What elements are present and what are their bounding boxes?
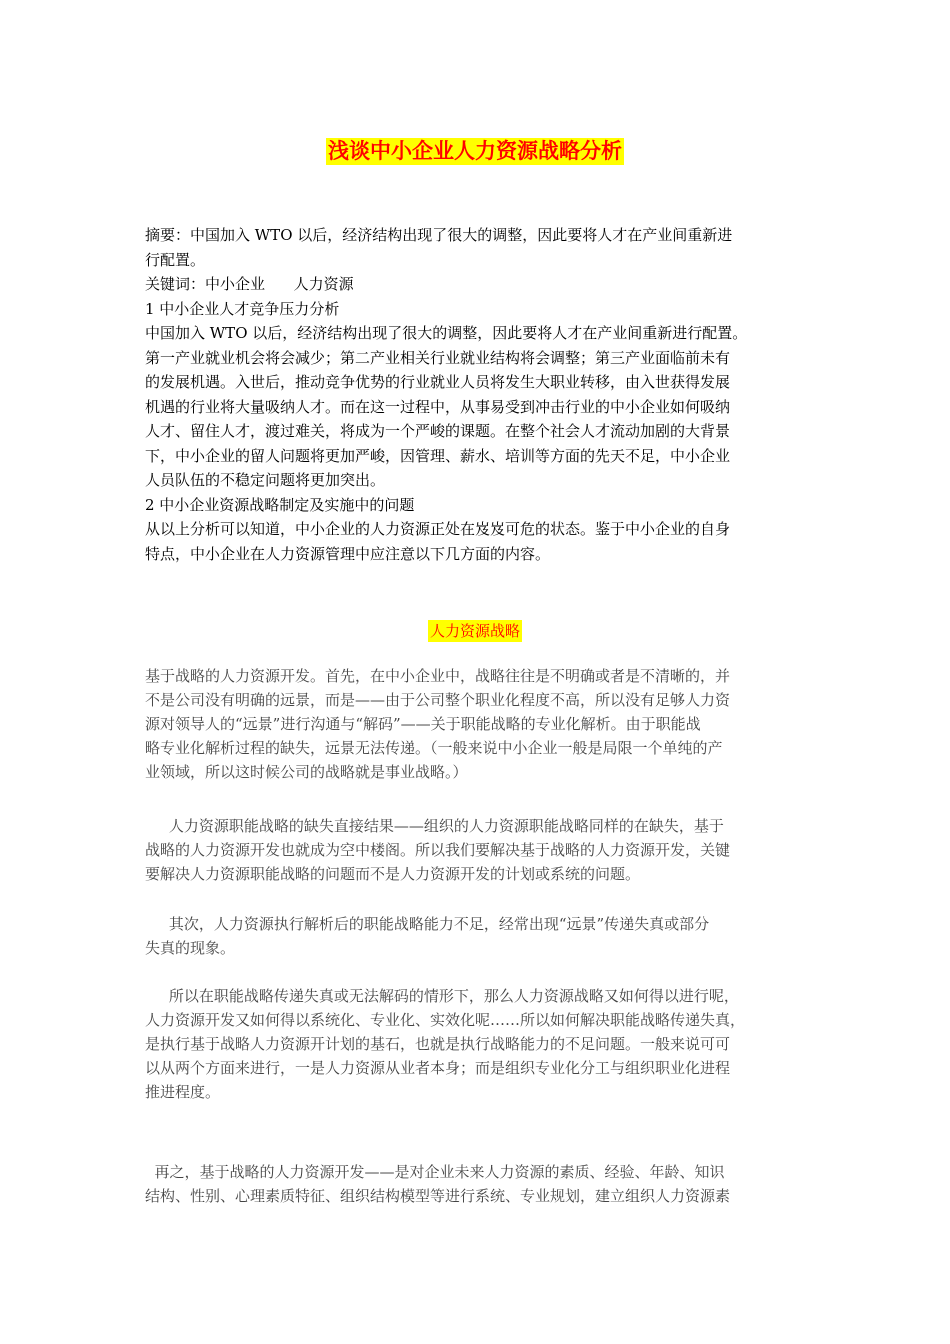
- text-line: 人才、留住人才，渡过难关，将成为一个严峻的课题。在整个社会人才流动加剧的大背景: [145, 422, 731, 440]
- intro-block: [145, 223, 810, 566]
- text-line: 关键词：中小企业 人力资源: [145, 275, 354, 293]
- text-line: 其次，人力资源执行解析后的职能战略能力不足，经常出现“远景”传递失真或部分: [145, 915, 710, 933]
- title-container: [0, 138, 950, 165]
- text-line: 人力资源开发又如何得以系统化、专业化、实效化呢……所以如何解决职能战略传递失真，: [145, 1011, 746, 1029]
- paragraph: [145, 984, 810, 1104]
- text-line: 失真的现象。: [145, 939, 236, 957]
- text-line: 人员队伍的不稳定问题将更加突出。: [145, 471, 386, 489]
- paragraph: [145, 1160, 810, 1208]
- text-line: 业领域，所以这时候公司的战略就是事业战略。）: [145, 763, 468, 781]
- text-line: 摘要：中国加入 WTO 以后，经济结构出现了很大的调整，因此要将人才在产业间重新进: [145, 226, 733, 244]
- text-line: 所以在职能战略传递失真或无法解码的情形下，那么人力资源战略又如何得以进行呢，: [145, 987, 739, 1005]
- text-line: 基于战略的人力资源开发。首先，在中小企业中，战略往往是不明确或者是不清晰的，并: [145, 667, 731, 685]
- paragraph: [145, 912, 810, 960]
- text-line: 行配置。: [145, 250, 206, 269]
- text-line: 是执行基于战略人力资源开计划的基石，也就是执行战略能力的不足问题。一般来说可可: [145, 1035, 731, 1053]
- text-line: 第一产业就业机会将会减少；第二产业相关行业就业结构将会调整；第三产业面临前未有: [145, 348, 731, 367]
- text-line: 1 中小企业人才竞争压力分析: [145, 299, 340, 318]
- paragraph: [145, 814, 810, 886]
- section-title-container: [0, 620, 950, 642]
- text-line: 2 中小企业资源战略制定及实施中的问题: [145, 495, 415, 514]
- text-line: 战略的人力资源开发也就成为空中楼阁。所以我们要解决基于战略的人力资源开发，关键: [145, 841, 731, 859]
- text-line: 的发展机遇。入世后，推动竞争优势的行业就业人员将发生大职业转移，由入世获得发展: [145, 373, 731, 391]
- text-line: 以从两个方面来进行，一是人力资源从业者本身；而是组织专业化分工与组织职业化进程: [145, 1059, 731, 1077]
- document-title: 浅谈中小企业人力资源战略分析: [328, 139, 622, 163]
- text-line: 人力资源职能战略的缺失直接结果——组织的人力资源职能战略同样的在缺失，基于: [145, 817, 724, 835]
- section-title: 人力资源战略: [429, 622, 520, 640]
- text-line: 中国加入 WTO 以后，经济结构出现了很大的调整，因此要将人才在产业间重新进行配置。: [145, 324, 748, 342]
- text-line: 要解决人力资源职能战略的问题而不是人力资源开发的计划或系统的问题。: [145, 865, 641, 883]
- text-line: 不是公司没有明确的远景，而是——由于公司整个职业化程度不高，所以没有足够人力资: [145, 691, 731, 709]
- text-line: 结构、性别、心理素质特征、组织结构模型等进行系统、专业规划，建立组织人力资源素: [145, 1187, 731, 1205]
- text-line: 推进程度。: [145, 1083, 221, 1101]
- text-line: 从以上分析可以知道，中小企业的人力资源正处在岌岌可危的状态。鉴于中小企业的自身: [145, 520, 731, 538]
- text-line: 下，中小企业的留人问题将更加严峻，因管理、薪水、培训等方面的先天不足，中小企业: [145, 446, 731, 465]
- paragraph: [145, 664, 810, 784]
- text-line: 略专业化解析过程的缺失，远景无法传递。（一般来说中小企业一般是局限一个单纯的产: [145, 739, 723, 757]
- text-line: 再之，基于战略的人力资源开发——是对企业未来人力资源的素质、经验、年龄、知识: [145, 1163, 725, 1181]
- text-line: 机遇的行业将大量吸纳人才。而在这一过程中，从事易受到冲击行业的中小企业如何吸纳: [145, 397, 731, 416]
- text-line: 特点，中小企业在人力资源管理中应注意以下几方面的内容。: [145, 544, 551, 563]
- text-line: 源对领导人的“远景”进行沟通与“解码”——关于职能战略的专业化解析。由于职能战: [145, 715, 701, 733]
